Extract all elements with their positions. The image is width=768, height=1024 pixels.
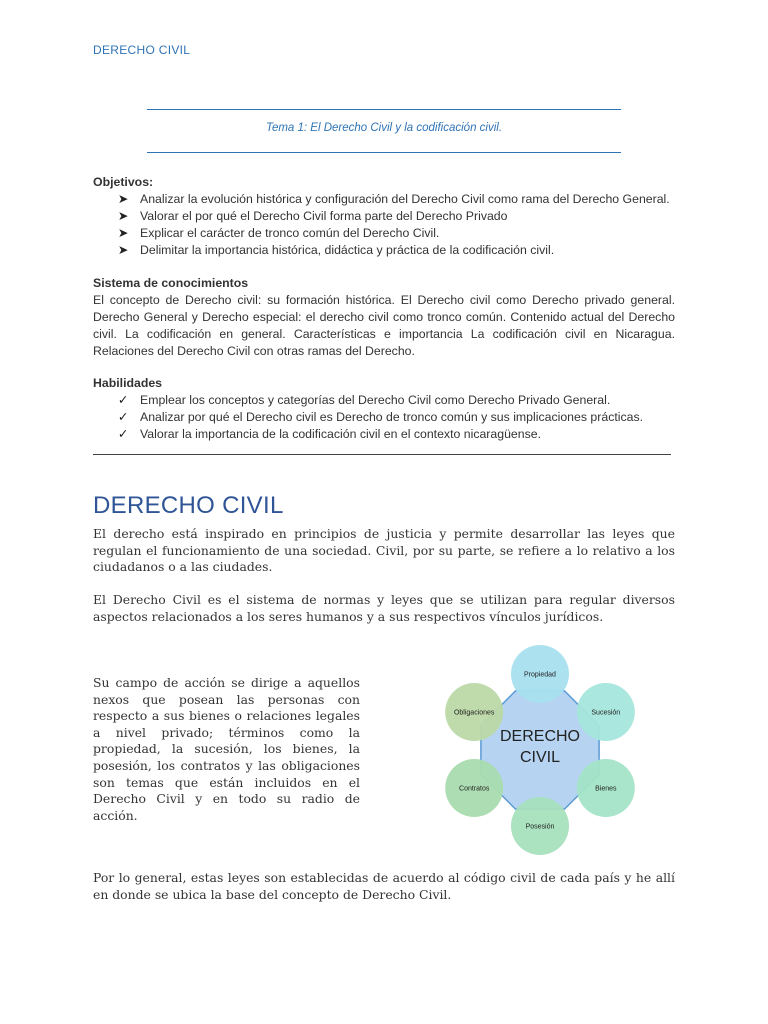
objetivo-item: ➤ Delimitar la importancia histórica, didáctica y práctica de la codificación civil.: [93, 242, 693, 259]
tema-bottom-rule: [147, 152, 621, 153]
campo-paragraph: Su campo de acción se dirige a aquellos nexos que posean las personas con respecto a sus bienes o relaciones legales a nivel privado; términos como la propiedad, la sucesión, los bienes, la posesión, los contratos y las obligaciones son temas que están incluidos en el Derecho Civil y en todo su radio de acción.: [93, 675, 360, 823]
main-paragraph-1: El derecho está inspirado en principios de justicia y permite desarrollar las leyes que regulan el funcionamiento de una sociedad. Civil, por su parte, se refiere a lo relativo a los ciudadanos o a las ciudades.: [93, 526, 675, 574]
header-title: DERECHO CIVIL: [93, 43, 191, 57]
arrow-bullet-icon: ➤: [117, 192, 129, 206]
arrow-bullet-icon: ➤: [117, 226, 129, 240]
diagram-node-sucesion: [577, 683, 635, 741]
main-paragraph-3: Por lo general, estas leyes son establecidas de acuerdo al código civil de cada país y he allí en donde se ubica la base del concepto de Derecho Civil.: [93, 870, 675, 902]
main-paragraph-2: El Derecho Civil es el sistema de normas y leyes que se utilizan para regular diversos aspectos relacionados a los seres humanos y a sus respectivos vínculos jurídicos.: [93, 592, 675, 624]
check-icon: ✓: [117, 410, 129, 424]
tema-top-rule: [147, 109, 621, 110]
diagram-center-label-1: DERECHO: [499, 728, 581, 745]
tema-title: Tema 1: El Derecho Civil y la codificación civil.: [265, 122, 503, 134]
main-title: DERECHO CIVIL: [93, 492, 284, 519]
node-label: Contratos: [459, 785, 490, 793]
node-label: Propiedad: [524, 671, 556, 679]
objetivo-item: ➤ Explicar el carácter de tronco común del Derecho Civil.: [93, 225, 693, 242]
diagram-node-contratos: [445, 759, 503, 817]
section-divider: [93, 454, 671, 455]
diagram-node-bienes: [577, 759, 635, 817]
node-label: Obligaciones: [453, 709, 495, 717]
objetivo-item: ➤ Valorar el por qué el Derecho Civil forma parte del Derecho Privado: [93, 208, 693, 225]
diagram-svg: [430, 640, 650, 860]
habilidad-item: ✓ Valorar la importancia de la codificación civil en el contexto nicaragüense.: [93, 426, 693, 443]
arrow-bullet-icon: ➤: [117, 243, 129, 257]
diagram-node-propiedad: [511, 645, 569, 703]
node-label: Bienes: [595, 785, 617, 793]
diagram-node-obligaciones: [445, 683, 503, 741]
objetivos-list: [93, 191, 693, 259]
sistema-text: El concepto de Derecho civil: su formación histórica. El Derecho civil como Derecho privado general. Derecho General y Derecho especial: el derecho civil como tronco común. Contenido actual del Derecho civil. La codificación en general. Características e importancia La codificación civil en Nicaragua. Relaciones del Derecho Civil con otras ramas del Derecho.: [93, 293, 675, 358]
check-icon: ✓: [117, 427, 129, 441]
node-label: Sucesión: [591, 709, 621, 717]
diagram-center-label-2: CIVIL: [519, 749, 561, 766]
arrow-bullet-icon: ➤: [117, 209, 129, 223]
diagram-node-posesion: [511, 797, 569, 855]
habilidades-heading: Habilidades: [93, 376, 163, 390]
objetivos-heading: Objetivos:: [93, 175, 154, 189]
habilidad-item: ✓ Emplear los conceptos y categorías del Derecho Civil como Derecho Privado General.: [93, 392, 693, 409]
node-label: Posesión: [525, 823, 555, 831]
sistema-heading: Sistema de conocimientos: [93, 276, 249, 290]
check-icon: ✓: [117, 393, 129, 407]
derecho-civil-diagram: [430, 640, 650, 860]
habilidad-item: ✓ Analizar por qué el Derecho civil es Derecho de tronco común y sus implicaciones prácticas.: [93, 409, 693, 426]
habilidades-list: [93, 392, 693, 443]
objetivo-item: ➤ Analizar la evolución histórica y configuración del Derecho Civil como rama del Derecho General.: [93, 191, 693, 208]
